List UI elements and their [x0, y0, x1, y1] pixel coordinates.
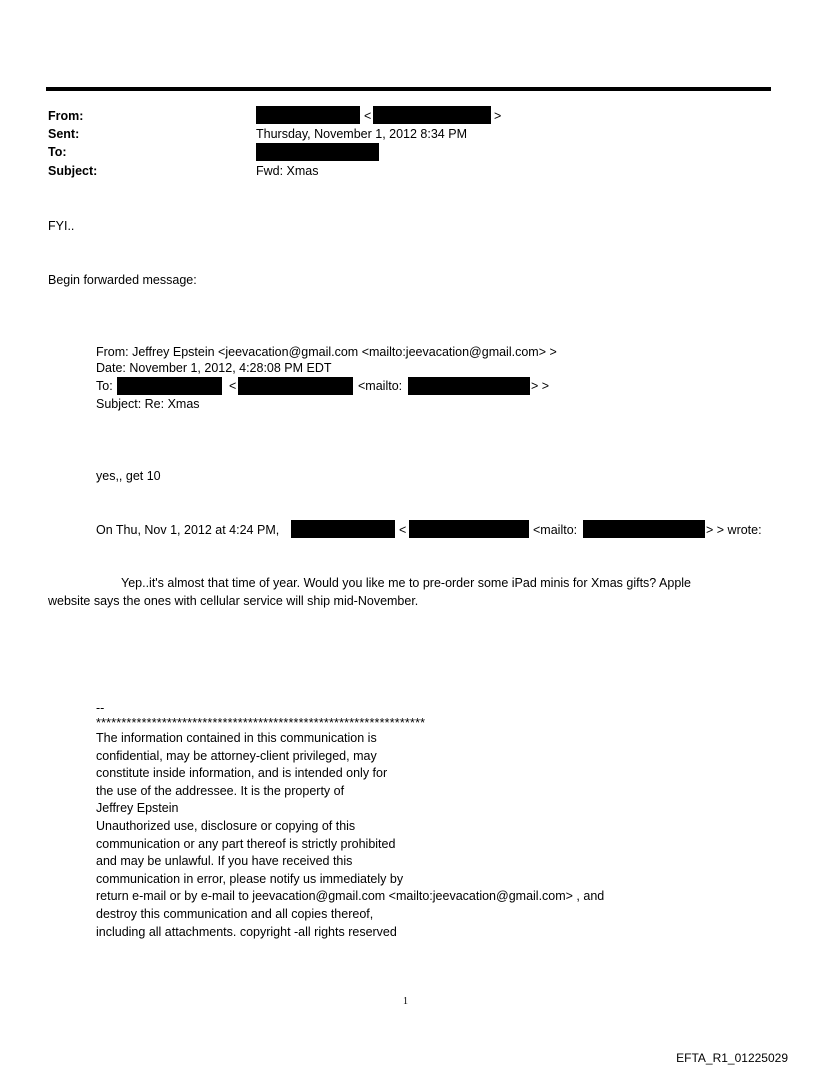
begin-forwarded-text: Begin forwarded message:: [48, 273, 197, 287]
quote-attribution-end: > > wrote:: [706, 523, 762, 537]
forwarded-subject-line: Subject: Re: Xmas: [96, 397, 200, 411]
from-gt: >: [494, 109, 502, 123]
forwarded-to-lt: <: [229, 379, 237, 393]
disclaimer-line: Unauthorized use, disclosure or copying of this: [96, 818, 356, 833]
sent-label: Sent:: [48, 127, 80, 141]
quote-attribution-mailto: <mailto:: [533, 523, 578, 537]
disclaimer-line: destroy this communication and all copies thereof,: [96, 906, 374, 921]
forwarded-to-mailto: <mailto:: [358, 379, 403, 393]
redaction-to: [256, 143, 379, 161]
quoted-line-1: Yep..it's almost that time of year. Would you like me to pre-order some iPad minis for Xmas gifts? Apple: [121, 576, 692, 590]
disclaimer-line: including all attachments. copyright -all rights reserved: [96, 924, 397, 939]
signature-stars: *****************************************************************: [96, 716, 426, 730]
page-number: 1: [403, 996, 408, 1007]
subject-label: Subject:: [48, 164, 98, 178]
disclaimer-line: The information contained in this communication is: [96, 731, 377, 745]
redaction-fwd-to-email: [238, 377, 353, 395]
forwarded-to-end: > >: [531, 379, 550, 393]
header-rule: [46, 87, 771, 91]
fyi-text: FYI..: [48, 219, 75, 233]
quote-attribution-lt: <: [399, 523, 407, 537]
subject-value: Fwd: Xmas: [256, 164, 319, 178]
signature-dashes: --: [96, 701, 105, 715]
redaction-from-email: [373, 106, 491, 124]
redaction-quote-email: [409, 520, 529, 538]
redaction-fwd-to-name: [117, 377, 222, 395]
disclaimer-line: confidential, may be attorney-client privileged, may: [96, 748, 377, 763]
redaction-from-name: [256, 106, 360, 124]
forwarded-to-prefix: To:: [96, 379, 113, 393]
forwarded-from-line: From: Jeffrey Epstein <jeevacation@gmail.com <mailto:jeevacation@gmail.com> >: [96, 345, 557, 359]
document-id: EFTA_R1_01225029: [676, 1051, 788, 1065]
disclaimer-line: Jeffrey Epstein: [96, 801, 179, 816]
disclaimer-line: the use of the addressee. It is the property of: [96, 783, 345, 798]
sent-value: Thursday, November 1, 2012 8:34 PM: [256, 127, 467, 141]
from-label: From:: [48, 109, 84, 123]
disclaimer-line: constitute inside information, and is intended only for: [96, 766, 388, 781]
disclaimer-line: communication or any part thereof is strictly prohibited: [96, 836, 396, 851]
redaction-fwd-to-mailto: [408, 377, 530, 395]
quote-attribution-prefix: On Thu, Nov 1, 2012 at 4:24 PM,: [96, 523, 280, 537]
redaction-quote-mailto: [583, 520, 705, 538]
forwarded-date-line: Date: November 1, 2012, 4:28:08 PM EDT: [96, 361, 332, 375]
disclaimer-line: and may be unlawful. If you have received this: [96, 854, 353, 869]
quoted-line-2: website says the ones with cellular service will ship mid-November.: [48, 594, 419, 608]
disclaimer-block: [96, 730, 604, 941]
disclaimer-line: communication in error, please notify us immediately by: [96, 871, 404, 886]
reply-text: yes,, get 10: [96, 469, 161, 483]
disclaimer-line: return e-mail or by e-mail to jeevacation@gmail.com <mailto:jeevacation@gmail.com> , and: [96, 889, 605, 904]
redaction-quote-name: [291, 520, 395, 538]
from-lt: <: [364, 109, 372, 123]
to-label: To:: [48, 145, 67, 159]
